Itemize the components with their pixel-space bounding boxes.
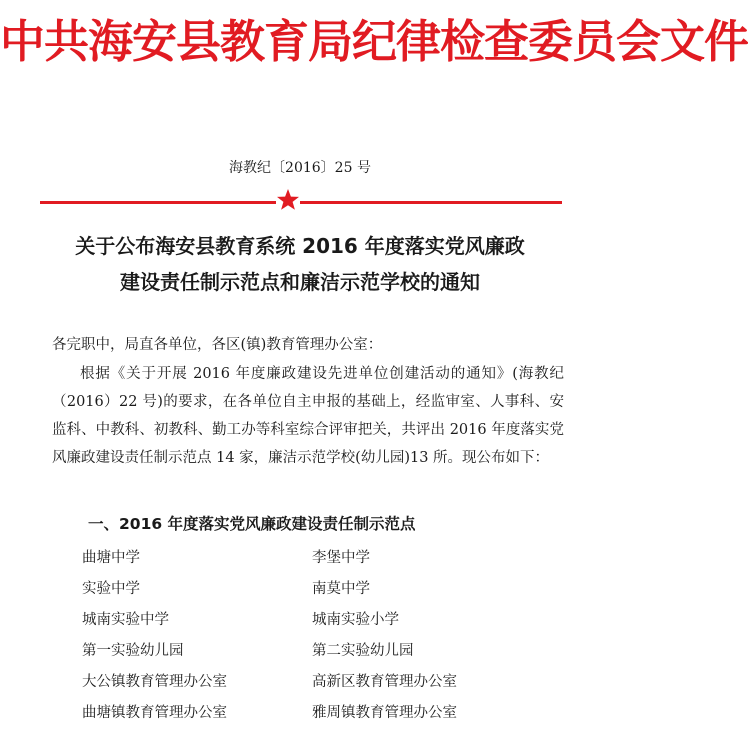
red-divider-left (40, 201, 276, 204)
notice-title (40, 228, 560, 300)
red-divider-right (300, 201, 562, 204)
list-item: 曲塘中学 (82, 550, 140, 566)
list-item: 李堡中学 (312, 550, 370, 566)
body-paragraph: 根据《关于开展 2016 年度廉政建设先进单位创建活动的通知》(海教纪（2016）22 号)的要求，在各单位自主申报的基础上，经监审室、人事科、安监科、中教科、初教科、勤工办等科室综合评审把关，共评出 2016 年度落实党风廉政建设责任制示范点 14 家，廉洁示范学校(幼儿园)13 所。现公布如下： (52, 366, 564, 466)
list-item: 第一实验幼儿园 (82, 643, 184, 659)
list-item: 高新区教育管理办公室 (312, 674, 457, 690)
section-heading: 一、2016 年度落实党风廉政建设责任制示范点 (88, 515, 416, 533)
list-item: 大公镇教育管理办公室 (82, 674, 227, 690)
list-item: 曲塘镇教育管理办公室 (82, 705, 227, 721)
list-item: 城南实验中学 (82, 612, 169, 628)
document-number: 海教纪〔2016〕25 号 (229, 160, 371, 176)
document-header-title: 中共海安县教育局纪律检查委员会文件 (0, 15, 748, 68)
notice-title-line-1: 关于公布海安县教育系统 2016 年度落实党风廉政 (75, 234, 525, 258)
list-item: 南莫中学 (312, 581, 370, 597)
unit-list-right (312, 543, 457, 729)
list-item: 第二实验幼儿园 (312, 643, 414, 659)
list-item: 雅周镇教育管理办公室 (312, 705, 457, 721)
notice-title-line-2: 建设责任制示范点和廉洁示范学校的通知 (120, 270, 480, 294)
salutation: 各完职中，局直各单位，各区(镇)教育管理办公室： (52, 337, 383, 353)
list-item: 实验中学 (82, 581, 140, 597)
star-icon (276, 188, 300, 212)
list-item: 城南实验小学 (312, 612, 399, 628)
unit-list-left (82, 543, 227, 729)
